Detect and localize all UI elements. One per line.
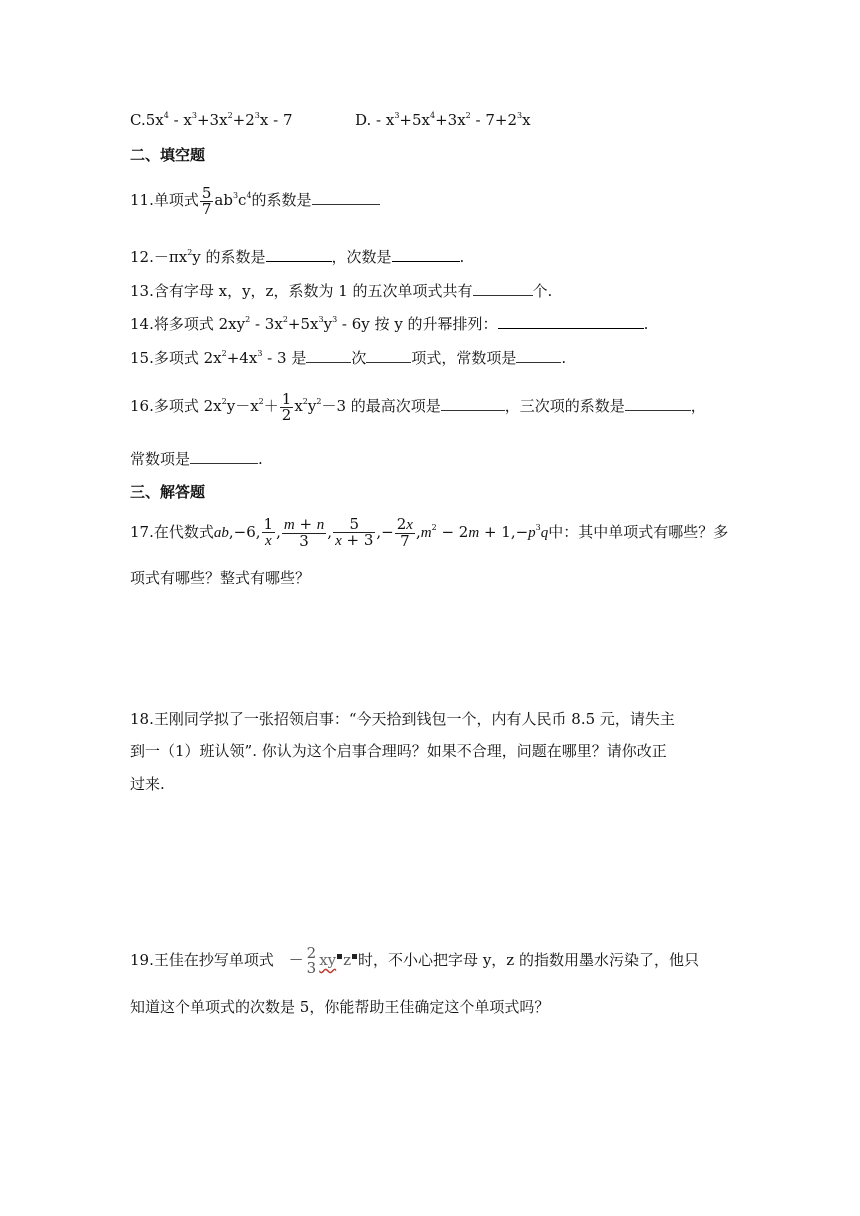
answer-blank[interactable]	[366, 348, 411, 363]
question-18-line-3: 过来.	[130, 775, 165, 793]
option-c: $C.5x^4$ ‑ $x^3+3x^2+2^3x$ ‑ 7	[130, 111, 293, 129]
answer-blank[interactable]	[312, 190, 380, 205]
question-16-line-2: 常数项是 .	[130, 450, 263, 468]
question-11: 11.单项式 $\frac{5}{7}$ $ab^3c^4$的系数是	[130, 180, 380, 220]
question-19: 19.王佳在抄写单项式 － 2 3 xy z 时，不小心把字母 y，z 的指数用墨水污染了，他只	[130, 944, 699, 977]
question-14: 14.将多项式 $2xy^2$ ‑ $3x^2+5x^3y^3$ ‑ 6y 按 y 的升幂排列： .	[130, 315, 649, 333]
ink-blot-icon	[352, 954, 357, 959]
answer-blank[interactable]	[306, 348, 351, 363]
question-17-line-2: 项式有哪些？整式有哪些？	[130, 569, 311, 587]
question-13: 13.含有字母 x，y，z，系数为 1 的五次单项式共有 个.	[130, 282, 553, 300]
answer-blank[interactable]	[441, 396, 505, 411]
answer-blank[interactable]	[625, 396, 691, 411]
question-16: 16.多项式 $2x^2y-x^2+$ $\frac{1}{2}$ $x^2y^2-3$ 的最高次项是 ，三次项的系数是 ，	[130, 389, 706, 424]
question-12: $12.-\pi x^2y$ 的系数是 ，次数是 .	[130, 248, 465, 266]
question-18-line-1: 18.王刚同学拟了一张招领启事：“今天拾到钱包一个，内有人民币 8.5 元，请失主	[130, 710, 675, 728]
answer-blank[interactable]	[266, 247, 332, 262]
section-heading-fill-in: 二、填空题	[130, 146, 206, 164]
answer-blank[interactable]	[516, 348, 561, 363]
question-18-line-2: 到一（1）班认领”. 你认为这个启事合理吗？如果不合理，问题在哪里？请你改正	[130, 742, 667, 760]
answer-blank[interactable]	[498, 314, 644, 329]
fraction-2-3: 2 3	[306, 944, 317, 977]
question-19-line-2: 知道这个单项式的次数是 5，你能帮助王佳确定这个单项式吗？	[130, 998, 550, 1016]
question-17: 17.在代数式ab,−6, $\frac{1}{x}$ , $\frac{m + n}{3}$ , $\frac{5}{x + 3}$ ,− $\frac{2x}{7}$ $,m^2 - 2m + 1,-p^3q$中：其中单项式有哪些？多	[130, 515, 729, 550]
section-heading-answer: 三、解答题	[130, 483, 206, 501]
fraction-5-7: $\frac{5}{7}$	[201, 183, 212, 218]
question-15: 15.多项式 $2x^2+4x^3$ ‑ 3 是 次 项式，常数项是 .	[130, 349, 567, 367]
answer-blank[interactable]	[392, 247, 460, 262]
option-d: D. ‑ $x^3+5x^4+3x^2$ ‑ $7+2^3x$	[355, 111, 531, 129]
answer-blank[interactable]	[473, 281, 533, 296]
answer-blank[interactable]	[190, 449, 258, 464]
fraction-1-2: $\frac{1}{2}$	[281, 389, 292, 424]
ink-blot-icon	[337, 954, 342, 959]
